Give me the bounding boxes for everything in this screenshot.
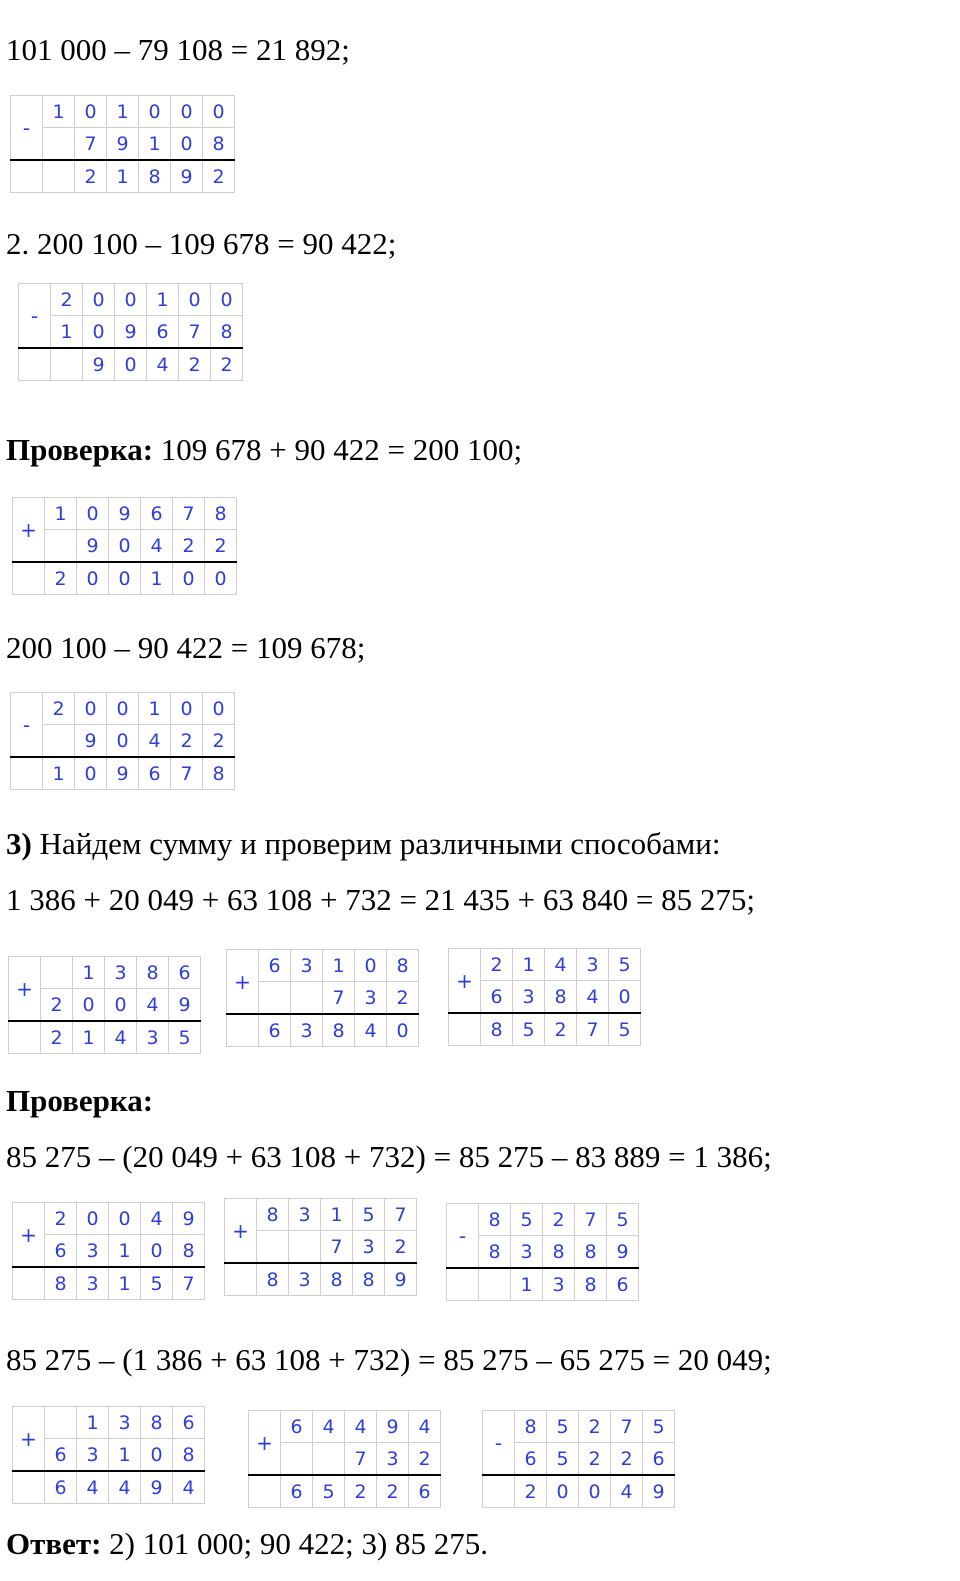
digit-cell: 1 <box>107 160 139 193</box>
digit-cell: 4 <box>545 949 577 981</box>
check-label: Проверка: <box>6 432 154 467</box>
digit-cell: 1 <box>109 1235 141 1268</box>
digit-cell: 4 <box>577 981 609 1014</box>
digit-cell: 9 <box>141 1471 173 1504</box>
digit-cell: 1 <box>139 693 171 725</box>
digit-cell: 2 <box>41 989 73 1022</box>
grid-result-row <box>13 562 237 595</box>
grid-result-row <box>13 1267 205 1300</box>
check-label: Проверка: <box>6 1083 154 1118</box>
digit-cell <box>41 957 73 989</box>
digit-cell: 4 <box>141 530 173 563</box>
answer-label: Ответ: <box>6 1526 102 1561</box>
digit-cell: 9 <box>109 498 141 530</box>
digit-cell: 5 <box>511 1204 543 1236</box>
digit-cell: 2 <box>345 1475 377 1508</box>
digit-cell: 3 <box>289 1199 321 1231</box>
digit-cell: 3 <box>353 1231 385 1264</box>
digit-cell: 3 <box>289 1263 321 1296</box>
digit-cell: 2 <box>543 1204 575 1236</box>
digit-cell: 5 <box>643 1411 675 1443</box>
digit-cell: 1 <box>147 284 179 316</box>
digit-cell: 8 <box>45 1267 77 1300</box>
digit-cell: 9 <box>171 160 203 193</box>
operator-sign: + <box>13 498 45 563</box>
digit-cell: 6 <box>259 950 291 982</box>
digit-cell: 0 <box>109 562 141 595</box>
digit-cell: 0 <box>107 725 139 758</box>
digit-cell: 3 <box>291 1014 323 1047</box>
digit-cell <box>291 982 323 1015</box>
answer-line <box>6 1526 488 1562</box>
grid-cell <box>9 1021 41 1054</box>
digit-cell: 0 <box>75 96 107 128</box>
equation-line: 2. 200 100 – 109 678 = 90 422; <box>6 226 397 261</box>
digit-cell: 8 <box>173 1235 205 1268</box>
digit-cell: 0 <box>83 284 115 316</box>
digit-cell: 1 <box>109 1267 141 1300</box>
section-heading <box>6 826 721 862</box>
digit-cell <box>43 725 75 758</box>
digit-cell: 7 <box>75 128 107 161</box>
grid-operand-row <box>9 957 201 989</box>
digit-cell: 0 <box>77 498 109 530</box>
operator-sign: + <box>227 950 259 1015</box>
grid-cell <box>483 1475 515 1508</box>
digit-cell: 8 <box>515 1411 547 1443</box>
digit-cell: 4 <box>345 1411 377 1443</box>
digit-cell: 9 <box>377 1411 409 1443</box>
digit-cell: 5 <box>169 1021 201 1054</box>
operator-sign: - <box>11 693 43 758</box>
digit-cell: 8 <box>211 316 243 349</box>
digit-cell <box>281 1443 313 1476</box>
column-calc-grid <box>448 948 641 1046</box>
digit-cell <box>259 982 291 1015</box>
digit-cell: 1 <box>45 498 77 530</box>
digit-cell: 6 <box>481 981 513 1014</box>
operator-sign: - <box>447 1204 479 1269</box>
digit-cell: 8 <box>257 1199 289 1231</box>
digit-cell: 0 <box>73 989 105 1022</box>
check-line <box>6 432 522 468</box>
grid-cell <box>13 1267 45 1300</box>
digit-cell: 2 <box>45 1203 77 1235</box>
digit-cell: 6 <box>141 498 173 530</box>
grid-result-row <box>11 160 235 193</box>
operator-sign: + <box>13 1407 45 1472</box>
grid-cell <box>225 1263 257 1296</box>
equation-line: 85 275 – (1 386 + 63 108 + 732) = 85 275 – 65 275 = 20 049; <box>6 1342 772 1377</box>
digit-cell: 6 <box>139 757 171 790</box>
digit-cell: 9 <box>173 1203 205 1235</box>
grid-operand-row <box>19 316 243 349</box>
equation-line: 85 275 – (20 049 + 63 108 + 732) = 85 275 – 83 889 = 1 386; <box>6 1139 772 1174</box>
digit-cell: 2 <box>579 1443 611 1476</box>
digit-cell: 2 <box>171 725 203 758</box>
grid-operand-row <box>11 128 235 161</box>
digit-cell: 7 <box>577 1013 609 1046</box>
digit-cell: 8 <box>141 1407 173 1439</box>
grid-cell <box>19 348 51 381</box>
grid-operand-row <box>447 1204 639 1236</box>
digit-cell: 7 <box>345 1443 377 1476</box>
digit-cell: 2 <box>41 1021 73 1054</box>
digit-cell: 8 <box>203 128 235 161</box>
digit-cell: 6 <box>515 1443 547 1476</box>
digit-cell <box>43 128 75 161</box>
digit-cell: 6 <box>45 1439 77 1472</box>
digit-cell: 8 <box>139 160 171 193</box>
column-calc-grid <box>446 1203 639 1301</box>
digit-cell: 2 <box>515 1475 547 1508</box>
digit-cell: 2 <box>203 725 235 758</box>
digit-cell: 7 <box>173 1267 205 1300</box>
grid-operand-row <box>13 1407 205 1439</box>
grid-cell <box>13 562 45 595</box>
grid-operand-row <box>11 96 235 128</box>
equation-line: 1 386 + 20 049 + 63 108 + 732 = 21 435 + 63 840 = 85 275; <box>6 882 756 917</box>
grid-result-row <box>447 1268 639 1301</box>
digit-cell: 2 <box>173 530 205 563</box>
section-text: Найдем сумму и проверим различными способами: <box>31 826 721 861</box>
digit-cell <box>45 530 77 563</box>
digit-cell: 3 <box>355 982 387 1015</box>
digit-cell: 3 <box>577 949 609 981</box>
digit-cell: 2 <box>377 1475 409 1508</box>
operator-sign: + <box>13 1203 45 1268</box>
grid-result-row <box>19 348 243 381</box>
digit-cell: 0 <box>203 96 235 128</box>
digit-cell: 4 <box>139 725 171 758</box>
operator-sign: + <box>225 1199 257 1264</box>
digit-cell: 4 <box>611 1475 643 1508</box>
column-calc-grid <box>12 1406 205 1504</box>
digit-cell <box>45 1407 77 1439</box>
digit-cell: 6 <box>147 316 179 349</box>
grid-operand-row <box>13 530 237 563</box>
digit-cell: 5 <box>513 1013 545 1046</box>
digit-cell: 9 <box>107 757 139 790</box>
grid-cell <box>227 1014 259 1047</box>
digit-cell: 9 <box>169 989 201 1022</box>
digit-cell: 7 <box>321 1231 353 1264</box>
digit-cell: 3 <box>543 1268 575 1301</box>
digit-cell: 1 <box>513 949 545 981</box>
digit-cell: 5 <box>313 1475 345 1508</box>
digit-cell: 0 <box>77 1203 109 1235</box>
digit-cell: 6 <box>281 1411 313 1443</box>
digit-cell: 1 <box>511 1268 543 1301</box>
digit-cell: 0 <box>609 981 641 1014</box>
digit-cell: 7 <box>173 498 205 530</box>
digit-cell: 9 <box>643 1475 675 1508</box>
digit-cell: 1 <box>77 1407 109 1439</box>
digit-cell: 1 <box>139 128 171 161</box>
digit-cell: 8 <box>479 1236 511 1269</box>
digit-cell: 0 <box>547 1475 579 1508</box>
digit-cell <box>51 348 83 381</box>
digit-cell: 0 <box>173 562 205 595</box>
digit-cell: 6 <box>45 1471 77 1504</box>
digit-cell: 4 <box>141 1203 173 1235</box>
grid-result-row <box>249 1475 441 1508</box>
operator-sign: + <box>9 957 41 1022</box>
digit-cell: 0 <box>171 128 203 161</box>
digit-cell: 8 <box>173 1439 205 1472</box>
digit-cell: 8 <box>543 1236 575 1269</box>
grid-cell <box>249 1475 281 1508</box>
digit-cell: 2 <box>203 160 235 193</box>
digit-cell: 6 <box>169 957 201 989</box>
digit-cell: 9 <box>115 316 147 349</box>
digit-cell: 3 <box>377 1443 409 1476</box>
equation-line: 101 000 – 79 108 = 21 892; <box>6 32 350 67</box>
digit-cell: 2 <box>51 284 83 316</box>
digit-cell: 8 <box>205 498 237 530</box>
section-number: 3) <box>6 826 32 861</box>
digit-cell: 0 <box>203 693 235 725</box>
grid-operand-row <box>227 950 419 982</box>
digit-cell: 8 <box>479 1204 511 1236</box>
grid-operand-row <box>13 1203 205 1235</box>
digit-cell: 7 <box>611 1411 643 1443</box>
grid-operand-row <box>249 1411 441 1443</box>
answer-text: 2) 101 000; 90 422; 3) 85 275. <box>101 1526 489 1561</box>
digit-cell: 6 <box>281 1475 313 1508</box>
grid-operand-row <box>13 498 237 530</box>
digit-cell: 1 <box>43 96 75 128</box>
digit-cell: 2 <box>75 160 107 193</box>
digit-cell: 5 <box>607 1204 639 1236</box>
grid-cell <box>11 160 43 193</box>
digit-cell: 5 <box>353 1199 385 1231</box>
digit-cell: 9 <box>607 1236 639 1269</box>
digit-cell: 3 <box>105 957 137 989</box>
grid-cell <box>11 757 43 790</box>
digit-cell: 3 <box>77 1235 109 1268</box>
grid-operand-row <box>11 725 235 758</box>
digit-cell: 8 <box>575 1236 607 1269</box>
grid-result-row <box>225 1263 417 1296</box>
digit-cell: 0 <box>77 562 109 595</box>
digit-cell: 3 <box>109 1407 141 1439</box>
digit-cell: 0 <box>75 693 107 725</box>
digit-cell <box>479 1268 511 1301</box>
digit-cell: 5 <box>609 949 641 981</box>
column-calc-grid <box>248 1410 441 1508</box>
grid-result-row <box>483 1475 675 1508</box>
column-calc-grid <box>18 283 243 381</box>
digit-cell <box>257 1231 289 1264</box>
digit-cell: 6 <box>643 1443 675 1476</box>
digit-cell: 0 <box>141 1439 173 1472</box>
grid-operand-row <box>11 693 235 725</box>
digit-cell: 1 <box>321 1199 353 1231</box>
grid-cell <box>449 1013 481 1046</box>
column-calc-grid <box>10 95 235 193</box>
digit-cell: 1 <box>107 96 139 128</box>
digit-cell: 6 <box>607 1268 639 1301</box>
digit-cell: 0 <box>387 1014 419 1047</box>
grid-result-row <box>449 1013 641 1046</box>
digit-cell: 1 <box>141 562 173 595</box>
digit-cell: 9 <box>77 530 109 563</box>
digit-cell: 0 <box>107 693 139 725</box>
digit-cell: 1 <box>51 316 83 349</box>
digit-cell: 1 <box>43 757 75 790</box>
digit-cell <box>289 1231 321 1264</box>
digit-cell: 4 <box>147 348 179 381</box>
operator-sign: - <box>11 96 43 161</box>
column-calc-grid <box>12 497 237 595</box>
digit-cell: 0 <box>179 284 211 316</box>
digit-cell <box>313 1443 345 1476</box>
digit-cell: 2 <box>179 348 211 381</box>
column-calc-grid <box>10 692 235 790</box>
grid-result-row <box>13 1471 205 1504</box>
digit-cell: 5 <box>609 1013 641 1046</box>
digit-cell: 4 <box>173 1471 205 1504</box>
digit-cell: 3 <box>513 981 545 1014</box>
column-calc-grid <box>12 1202 205 1300</box>
operator-sign: - <box>483 1411 515 1476</box>
digit-cell: 8 <box>545 981 577 1014</box>
column-calc-grid <box>224 1198 417 1296</box>
digit-cell: 5 <box>547 1443 579 1476</box>
check-heading <box>6 1083 153 1119</box>
digit-cell: 7 <box>385 1199 417 1231</box>
digit-cell: 1 <box>73 1021 105 1054</box>
digit-cell: 2 <box>387 982 419 1015</box>
digit-cell: 0 <box>355 950 387 982</box>
digit-cell: 1 <box>73 957 105 989</box>
digit-cell: 3 <box>291 950 323 982</box>
digit-cell: 6 <box>45 1235 77 1268</box>
grid-operand-row <box>225 1199 417 1231</box>
digit-cell: 9 <box>385 1263 417 1296</box>
digit-cell: 8 <box>257 1263 289 1296</box>
digit-cell: 0 <box>109 530 141 563</box>
column-calc-grid <box>482 1410 675 1508</box>
digit-cell: 2 <box>43 693 75 725</box>
digit-cell: 0 <box>139 96 171 128</box>
digit-cell: 9 <box>107 128 139 161</box>
digit-cell: 0 <box>115 348 147 381</box>
digit-cell: 7 <box>575 1204 607 1236</box>
grid-operand-row <box>483 1411 675 1443</box>
digit-cell: 2 <box>611 1443 643 1476</box>
digit-cell: 2 <box>579 1411 611 1443</box>
digit-cell: 8 <box>481 1013 513 1046</box>
grid-operand-row <box>19 284 243 316</box>
digit-cell: 2 <box>205 530 237 563</box>
operator-sign: + <box>249 1411 281 1476</box>
digit-cell: 8 <box>353 1263 385 1296</box>
digit-cell: 7 <box>179 316 211 349</box>
digit-cell: 8 <box>323 1014 355 1047</box>
digit-cell: 2 <box>211 348 243 381</box>
digit-cell: 8 <box>203 757 235 790</box>
digit-cell: 2 <box>45 562 77 595</box>
grid-result-row <box>11 757 235 790</box>
digit-cell: 1 <box>109 1439 141 1472</box>
digit-cell: 0 <box>579 1475 611 1508</box>
digit-cell: 4 <box>313 1411 345 1443</box>
digit-cell: 0 <box>83 316 115 349</box>
digit-cell: 7 <box>171 757 203 790</box>
column-calc-grid <box>226 949 419 1047</box>
grid-cell <box>13 1471 45 1504</box>
digit-cell: 8 <box>137 957 169 989</box>
digit-cell: 4 <box>105 1021 137 1054</box>
digit-cell: 0 <box>141 1235 173 1268</box>
digit-cell: 3 <box>77 1439 109 1472</box>
digit-cell: 6 <box>259 1014 291 1047</box>
digit-cell: 4 <box>409 1411 441 1443</box>
digit-cell: 0 <box>109 1203 141 1235</box>
operator-sign: - <box>19 284 51 349</box>
grid-result-row <box>227 1014 419 1047</box>
grid-result-row <box>9 1021 201 1054</box>
digit-cell: 0 <box>211 284 243 316</box>
operator-sign: + <box>449 949 481 1014</box>
digit-cell: 3 <box>511 1236 543 1269</box>
digit-cell: 0 <box>171 693 203 725</box>
digit-cell: 2 <box>545 1013 577 1046</box>
digit-cell: 4 <box>355 1014 387 1047</box>
digit-cell: 3 <box>77 1267 109 1300</box>
digit-cell: 7 <box>323 982 355 1015</box>
digit-cell: 0 <box>171 96 203 128</box>
digit-cell <box>43 160 75 193</box>
digit-cell: 4 <box>137 989 169 1022</box>
grid-cell <box>447 1268 479 1301</box>
equation-line: 200 100 – 90 422 = 109 678; <box>6 630 366 665</box>
grid-operand-row <box>449 949 641 981</box>
digit-cell: 5 <box>547 1411 579 1443</box>
check-equation: 109 678 + 90 422 = 200 100; <box>153 432 523 467</box>
digit-cell: 5 <box>141 1267 173 1300</box>
digit-cell: 8 <box>321 1263 353 1296</box>
digit-cell: 2 <box>409 1443 441 1476</box>
digit-cell: 4 <box>77 1471 109 1504</box>
column-calc-grid <box>8 956 201 1054</box>
digit-cell: 9 <box>83 348 115 381</box>
digit-cell: 0 <box>105 989 137 1022</box>
digit-cell: 1 <box>323 950 355 982</box>
digit-cell: 6 <box>173 1407 205 1439</box>
digit-cell: 4 <box>109 1471 141 1504</box>
digit-cell: 2 <box>481 949 513 981</box>
digit-cell: 8 <box>387 950 419 982</box>
digit-cell: 0 <box>75 757 107 790</box>
digit-cell: 8 <box>575 1268 607 1301</box>
digit-cell: 2 <box>385 1231 417 1264</box>
digit-cell: 0 <box>205 562 237 595</box>
digit-cell: 0 <box>115 284 147 316</box>
digit-cell: 6 <box>409 1475 441 1508</box>
digit-cell: 9 <box>75 725 107 758</box>
digit-cell: 3 <box>137 1021 169 1054</box>
